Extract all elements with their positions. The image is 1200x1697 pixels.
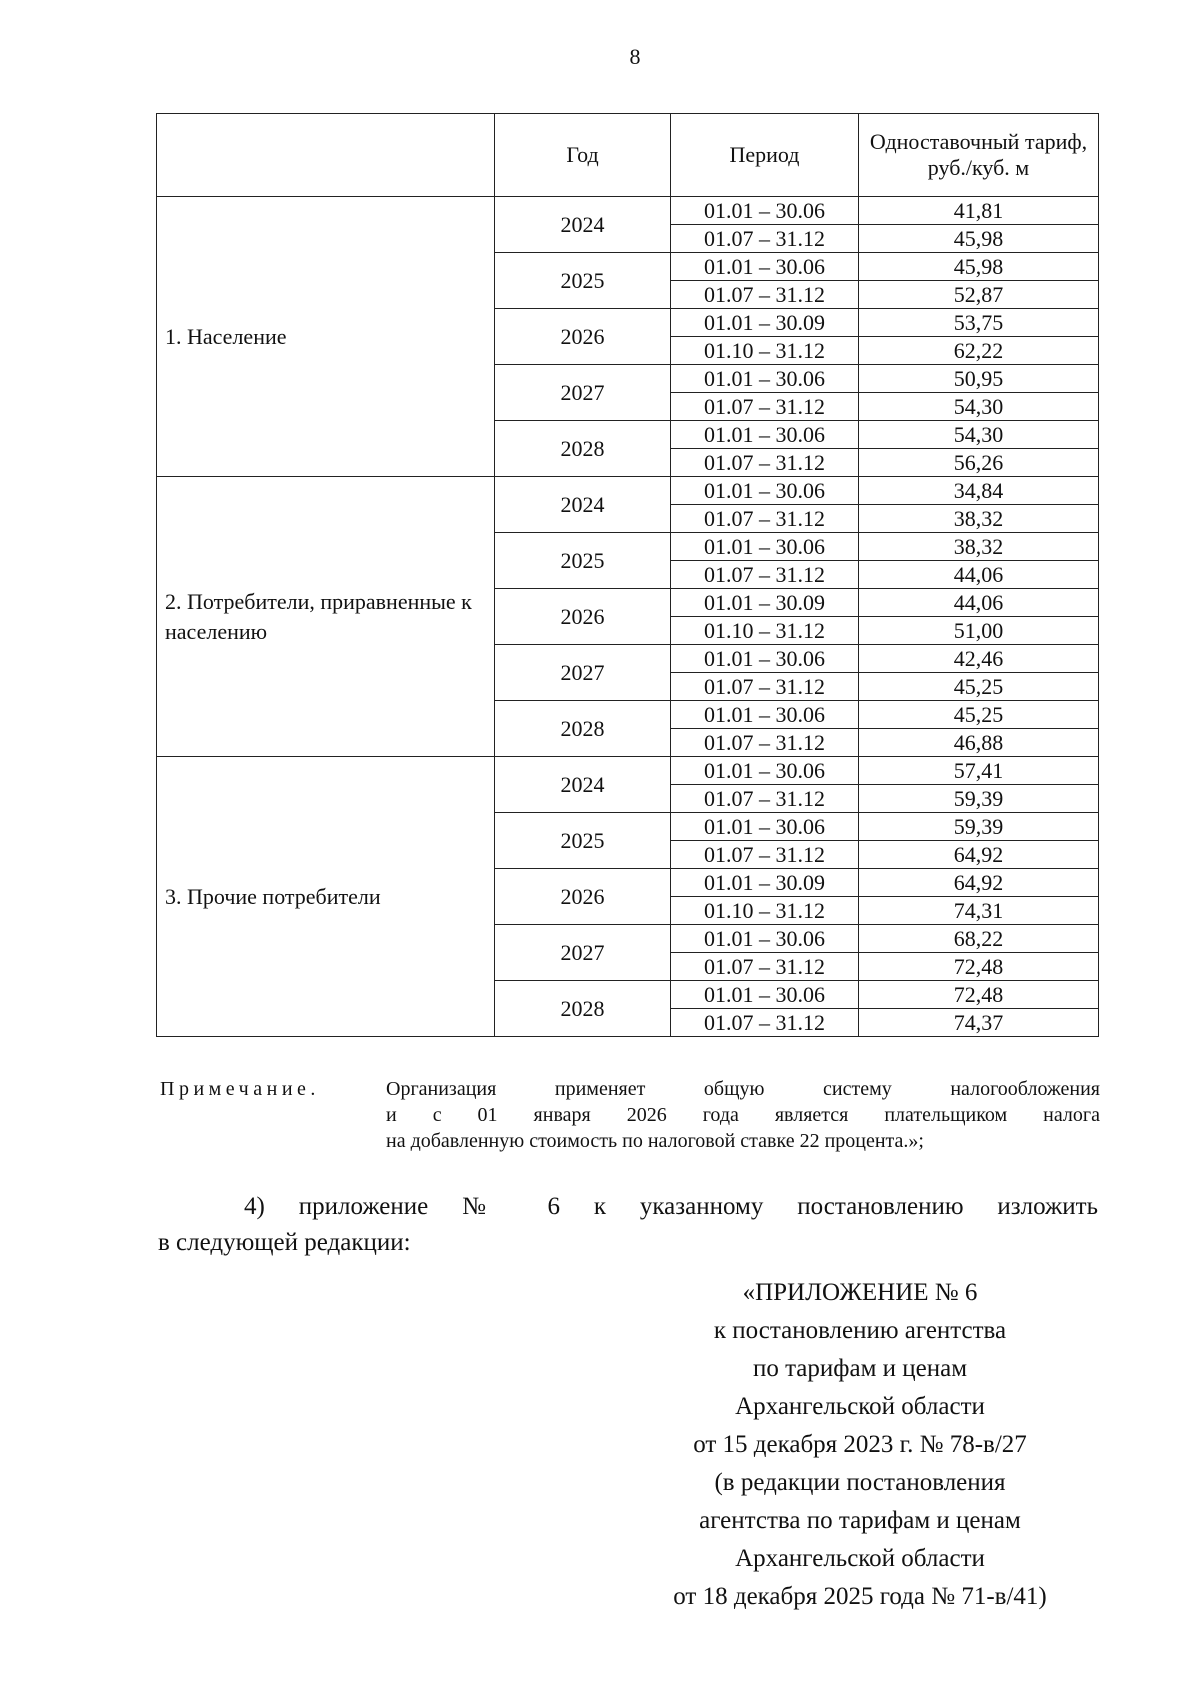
period-cell: 01.07 – 31.12 [671,393,859,421]
page-number: 8 [629,44,641,69]
appendix-line: к постановлению агентства [713,1317,1007,1344]
year-cell: 2024 [495,197,671,253]
year-cell: 2027 [495,365,671,421]
period-cell: 01.01 – 30.06 [671,365,859,393]
tariff-value-cell: 64,92 [859,869,1099,897]
appendix-line: Архангельской области [735,1393,985,1420]
period-cell: 01.01 – 30.09 [671,869,859,897]
appendix-line: (в редакции постановления [714,1469,1006,1496]
year-cell: 2026 [495,309,671,365]
paragraph-line: 4) приложение № 6 к указанному постановлению изложить [244,1193,1098,1220]
year-cell: 2026 [495,589,671,645]
year-cell: 2025 [495,533,671,589]
period-cell: 01.01 – 30.06 [671,701,859,729]
period-cell: 01.01 – 30.06 [671,421,859,449]
period-cell: 01.07 – 31.12 [671,281,859,309]
tariff-value-cell: 42,46 [859,645,1099,673]
tariff-value-cell: 64,92 [859,841,1099,869]
period-cell: 01.01 – 30.09 [671,309,859,337]
appendix-line: агентства по тарифам и ценам [699,1507,1021,1534]
note-line: и с 01 января 2026 года является плательщиком налога [386,1104,1100,1126]
header-tariff: Одноставочный тариф, руб./куб. м [859,114,1099,197]
year-cell: 2028 [495,421,671,477]
period-cell: 01.01 – 30.06 [671,533,859,561]
header-year: Год [495,114,671,197]
note-text [386,1076,1100,1154]
appendix-line: Архангельской области [735,1545,985,1572]
tariff-value-cell: 54,30 [859,393,1099,421]
tariff-value-cell: 53,75 [859,309,1099,337]
year-cell: 2028 [495,981,671,1037]
tariff-value-cell: 45,98 [859,225,1099,253]
period-cell: 01.01 – 30.06 [671,197,859,225]
period-cell: 01.01 – 30.06 [671,477,859,505]
note-label: Примечание. [160,1078,320,1100]
period-cell: 01.10 – 31.12 [671,337,859,365]
table-header-row [157,114,1099,197]
period-cell: 01.07 – 31.12 [671,953,859,981]
period-cell: 01.07 – 31.12 [671,449,859,477]
note-line: Организация применяет общую систему налогообложения [386,1078,1100,1100]
year-cell: 2025 [495,253,671,309]
period-cell: 01.07 – 31.12 [671,785,859,813]
tariff-value-cell: 45,25 [859,673,1099,701]
period-cell: 01.01 – 30.09 [671,589,859,617]
tariff-value-cell: 45,25 [859,701,1099,729]
tariff-value-cell: 45,98 [859,253,1099,281]
tariff-value-cell: 72,48 [859,953,1099,981]
tariff-value-cell: 72,48 [859,981,1099,1009]
table-row [157,757,1099,785]
period-cell: 01.07 – 31.12 [671,673,859,701]
tariff-table [156,113,1099,1037]
tariff-value-cell: 62,22 [859,337,1099,365]
tariff-value-cell: 74,31 [859,897,1099,925]
appendix-heading [620,1274,1100,1616]
paragraph-line: в следующей редакции: [158,1229,411,1256]
paragraph-item-4 [158,1189,1098,1261]
period-cell: 01.07 – 31.12 [671,841,859,869]
tariff-value-cell: 59,39 [859,813,1099,841]
tariff-value-cell: 34,84 [859,477,1099,505]
year-cell: 2024 [495,757,671,813]
period-cell: 01.01 – 30.06 [671,645,859,673]
table-row [157,477,1099,505]
year-cell: 2026 [495,869,671,925]
tariff-value-cell: 38,32 [859,533,1099,561]
tariff-value-cell: 51,00 [859,617,1099,645]
tariff-value-cell: 59,39 [859,785,1099,813]
consumer-group-cell: 1. Население [157,197,495,477]
tariff-value-cell: 54,30 [859,421,1099,449]
tariff-value-cell: 38,32 [859,505,1099,533]
year-cell: 2027 [495,925,671,981]
year-cell: 2024 [495,477,671,533]
period-cell: 01.10 – 31.12 [671,897,859,925]
year-cell: 2027 [495,645,671,701]
appendix-line: от 18 декабря 2025 года № 71-в/41) [673,1583,1047,1610]
year-cell: 2025 [495,813,671,869]
period-cell: 01.01 – 30.06 [671,253,859,281]
tariff-value-cell: 41,81 [859,197,1099,225]
consumer-group-cell: 2. Потребители, приравненные к населению [157,477,495,757]
tariff-value-cell: 57,41 [859,757,1099,785]
consumer-group-cell: 3. Прочие потребители [157,757,495,1037]
appendix-line: от 15 декабря 2023 г. № 78-в/27 [693,1431,1027,1458]
table-body [157,197,1099,1037]
tariff-value-cell: 44,06 [859,561,1099,589]
table-row [157,197,1099,225]
appendix-line: по тарифам и ценам [752,1355,968,1382]
tariff-value-cell: 52,87 [859,281,1099,309]
header-period: Период [671,114,859,197]
period-cell: 01.10 – 31.12 [671,617,859,645]
tariff-value-cell: 46,88 [859,729,1099,757]
period-cell: 01.01 – 30.06 [671,925,859,953]
period-cell: 01.07 – 31.12 [671,1009,859,1037]
note-line: на добавленную стоимость по налоговой ставке 22 процента.»; [386,1130,924,1152]
tariff-value-cell: 50,95 [859,365,1099,393]
period-cell: 01.07 – 31.12 [671,561,859,589]
tariff-value-cell: 74,37 [859,1009,1099,1037]
period-cell: 01.01 – 30.06 [671,981,859,1009]
period-cell: 01.01 – 30.06 [671,757,859,785]
tariff-value-cell: 56,26 [859,449,1099,477]
header-group [157,114,495,197]
tariff-value-cell: 44,06 [859,589,1099,617]
period-cell: 01.07 – 31.12 [671,505,859,533]
period-cell: 01.07 – 31.12 [671,729,859,757]
appendix-line: «ПРИЛОЖЕНИЕ № 6 [742,1279,978,1306]
year-cell: 2028 [495,701,671,757]
period-cell: 01.01 – 30.06 [671,813,859,841]
period-cell: 01.07 – 31.12 [671,225,859,253]
tariff-value-cell: 68,22 [859,925,1099,953]
